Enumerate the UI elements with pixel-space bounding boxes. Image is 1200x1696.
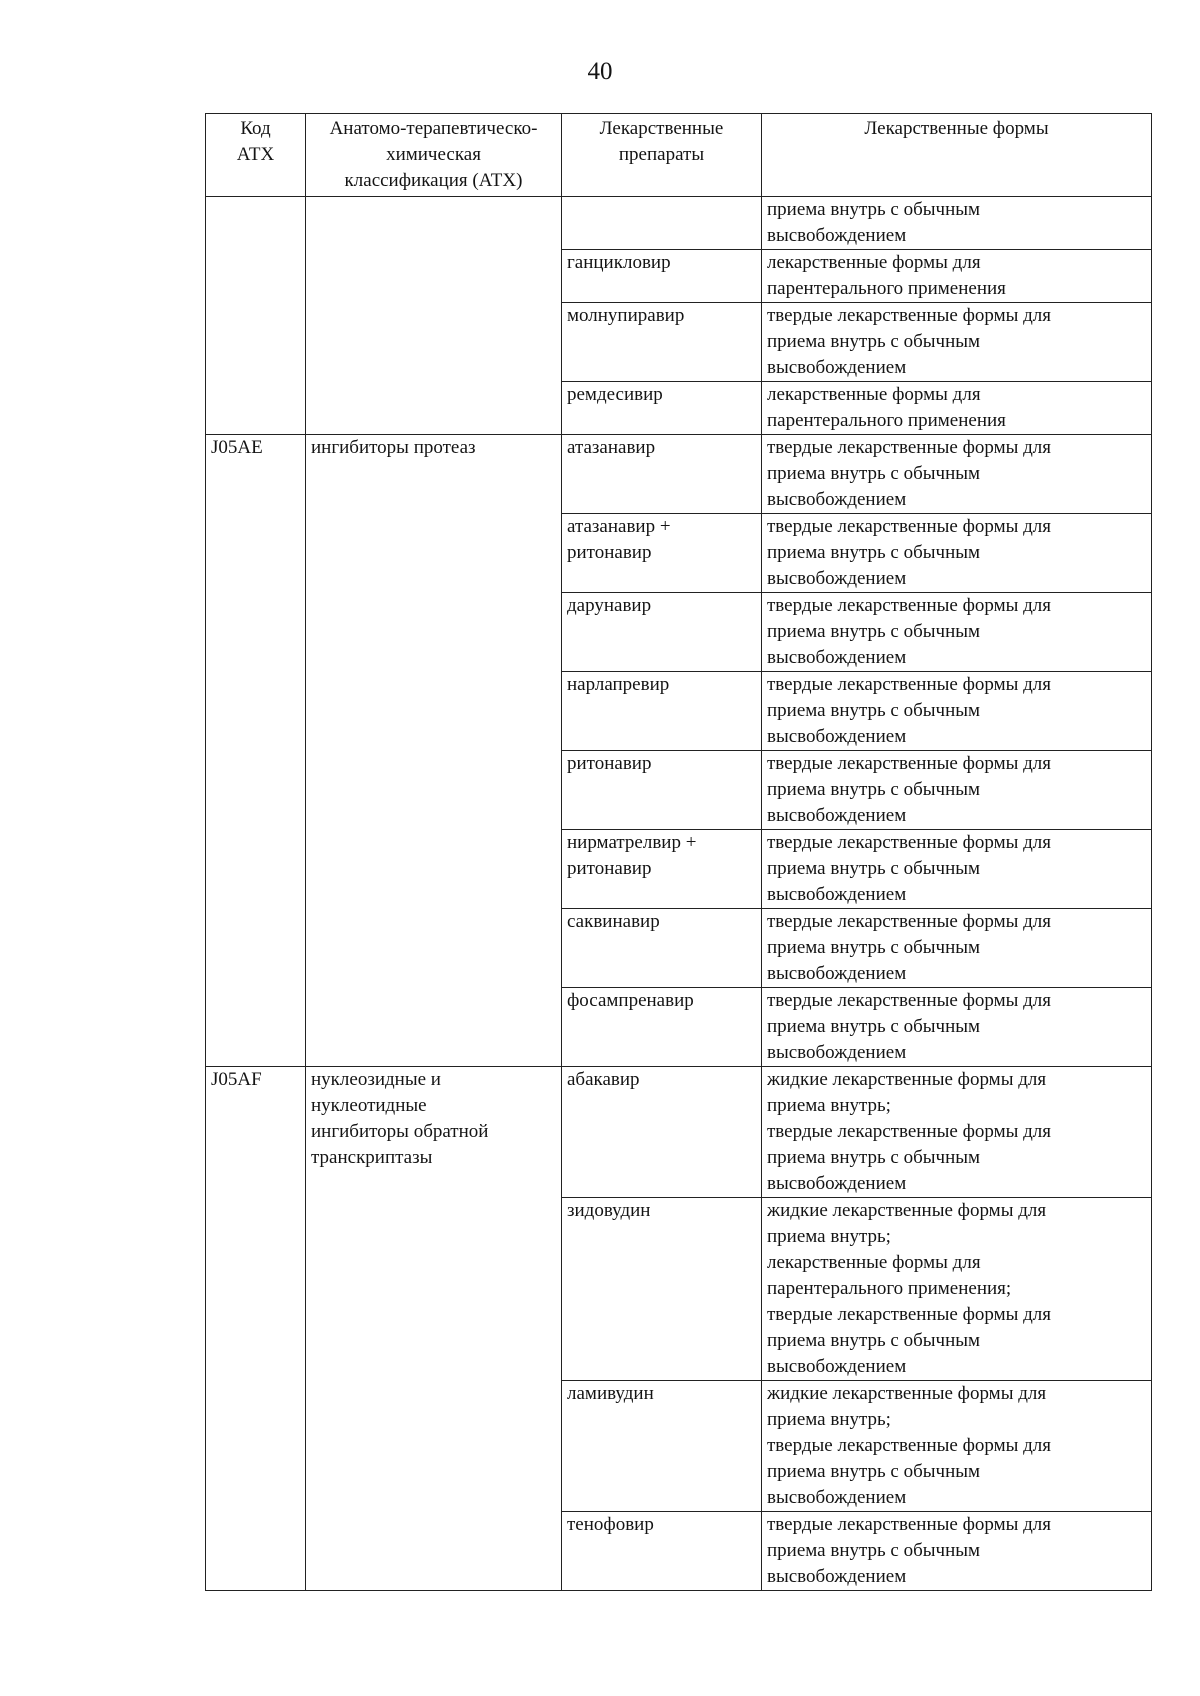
forms-cell-line: высвобождением [767, 647, 907, 668]
forms-cell-line: приема внутрь с обычным [767, 621, 981, 642]
forms-cell-line: твердые лекарственные формы для [767, 1514, 1052, 1535]
atx-code: J05AF [211, 1069, 262, 1090]
atx-code-cell [206, 514, 306, 593]
forms-cell [762, 1512, 1152, 1591]
forms-cell-line: твердые лекарственные формы для [767, 437, 1052, 458]
drug-cell-line: фосампренавир [567, 990, 694, 1011]
forms-cell-line: высвобождением [767, 1356, 907, 1377]
table-row [206, 830, 1152, 909]
atx-code-cell [206, 1198, 306, 1381]
classification-cell-line: нуклеотидные [311, 1095, 427, 1116]
forms-cell-line: приема внутрь; [767, 1409, 891, 1430]
table-row [206, 1067, 1152, 1198]
drug-cell-line: ритонавир [567, 858, 652, 879]
classification-cell [306, 751, 562, 830]
forms-cell-line: высвобождением [767, 357, 907, 378]
forms-cell [762, 1381, 1152, 1512]
forms-cell-line: приема внутрь; [767, 1226, 891, 1247]
forms-cell-line: твердые лекарственные формы для [767, 674, 1052, 695]
drug-cell-line: атазанавир + [567, 516, 671, 537]
classification-cell [306, 1198, 562, 1381]
forms-cell [762, 197, 1152, 250]
classification-cell-line: ингибиторы протеаз [311, 437, 476, 458]
drug-cell [562, 988, 762, 1067]
table-row [206, 988, 1152, 1067]
drug-cell-line: саквинавир [567, 911, 660, 932]
drug-cell [562, 1067, 762, 1198]
forms-cell [762, 250, 1152, 303]
forms-cell-line: высвобождением [767, 726, 907, 747]
forms-cell-line: приема внутрь; [767, 1095, 891, 1116]
page-number: 40 [587, 58, 613, 85]
forms-cell-line: твердые лекарственные формы для [767, 1435, 1052, 1456]
forms-cell-line: высвобождением [767, 1042, 907, 1063]
forms-cell-line: жидкие лекарственные формы для [767, 1200, 1047, 1221]
drug-cell [562, 197, 762, 250]
forms-cell-line: высвобождением [767, 489, 907, 510]
drug-cell-line: нарлапревир [567, 674, 670, 695]
drug-cell-line: молнупиравир [567, 305, 685, 326]
classification-cell [306, 514, 562, 593]
classification-cell [306, 1512, 562, 1591]
atx-code-cell [206, 435, 306, 514]
atx-code-cell [206, 303, 306, 382]
forms-cell-line: твердые лекарственные формы для [767, 1304, 1052, 1325]
classification-cell [306, 435, 562, 514]
header-drugs-line: Лекарственные [599, 118, 724, 139]
table-row [206, 435, 1152, 514]
classification-cell [306, 672, 562, 751]
forms-cell-line: приема внутрь с обычным [767, 542, 981, 563]
table-row [206, 1198, 1152, 1381]
table-header [206, 114, 1152, 197]
classification-cell [306, 1381, 562, 1512]
atx-code-cell [206, 672, 306, 751]
header-classification-line: классификация (АТХ) [344, 170, 523, 191]
table-row [206, 909, 1152, 988]
drug-cell [562, 382, 762, 435]
classification-cell [306, 1067, 562, 1198]
forms-cell-line: твердые лекарственные формы для [767, 911, 1052, 932]
atx-code-cell [206, 909, 306, 988]
drug-cell [562, 1381, 762, 1512]
table-row [206, 1512, 1152, 1591]
drug-cell [562, 751, 762, 830]
forms-cell-line: приема внутрь с обычным [767, 331, 981, 352]
table-row [206, 751, 1152, 830]
header-forms-line: Лекарственные формы [864, 118, 1049, 139]
forms-cell [762, 988, 1152, 1067]
forms-cell [762, 751, 1152, 830]
classification-cell [306, 382, 562, 435]
forms-cell [762, 672, 1152, 751]
forms-cell-line: парентерального применения [767, 278, 1006, 299]
drug-cell-line: абакавир [567, 1069, 640, 1090]
atx-code-cell [206, 250, 306, 303]
atx-code-cell [206, 197, 306, 250]
header-drugs-line: препараты [618, 144, 705, 165]
forms-cell-line: приема внутрь с обычным [767, 779, 981, 800]
header-code-line: Код [240, 118, 271, 139]
atx-code-cell [206, 751, 306, 830]
forms-cell [762, 909, 1152, 988]
classification-cell [306, 909, 562, 988]
drug-cell-line: ритонавир [567, 753, 652, 774]
header-classification [306, 114, 562, 197]
drug-cell-line: дарунавир [567, 595, 652, 616]
drug-cell [562, 514, 762, 593]
forms-cell-line: лекарственные формы для [767, 384, 981, 405]
forms-cell [762, 1067, 1152, 1198]
forms-cell-line: приема внутрь с обычным [767, 1540, 981, 1561]
forms-cell-line: высвобождением [767, 805, 907, 826]
forms-cell-line: твердые лекарственные формы для [767, 753, 1052, 774]
header-drugs [562, 114, 762, 197]
drug-cell-line: ритонавир [567, 542, 652, 563]
drug-cell-line: ремдесивир [567, 384, 663, 405]
forms-cell-line: высвобождением [767, 1173, 907, 1194]
atx-code-cell [206, 988, 306, 1067]
atx-code-cell [206, 1512, 306, 1591]
forms-cell-line: парентерального применения [767, 410, 1006, 431]
forms-cell-line: приема внутрь с обычным [767, 199, 981, 220]
forms-cell [762, 303, 1152, 382]
forms-cell-line: высвобождением [767, 1487, 907, 1508]
classification-cell [306, 830, 562, 909]
drug-cell-line: ламивудин [567, 1383, 654, 1404]
drug-cell-line: тенофовир [567, 1514, 654, 1535]
drug-cell-line: атазанавир [567, 437, 656, 458]
header-forms [762, 114, 1152, 197]
classification-cell-line: нуклеозидные и [311, 1069, 441, 1090]
forms-cell-line: приема внутрь с обычным [767, 937, 981, 958]
forms-cell-line: приема внутрь с обычным [767, 1461, 981, 1482]
forms-cell-line: приема внутрь с обычным [767, 463, 981, 484]
classification-cell [306, 197, 562, 250]
drug-cell-line: нирматрелвир + [567, 832, 697, 853]
forms-cell-line: высвобождением [767, 963, 907, 984]
drug-cell [562, 1512, 762, 1591]
forms-cell-line: лекарственные формы для [767, 1252, 981, 1273]
drug-cell [562, 672, 762, 751]
classification-cell [306, 303, 562, 382]
forms-cell-line: высвобождением [767, 884, 907, 905]
table-body [206, 197, 1152, 1591]
forms-cell [762, 1198, 1152, 1381]
atx-code-cell [206, 830, 306, 909]
table-row [206, 672, 1152, 751]
forms-cell-line: твердые лекарственные формы для [767, 516, 1052, 537]
forms-cell-line: твердые лекарственные формы для [767, 832, 1052, 853]
drug-cell [562, 830, 762, 909]
drug-cell [562, 250, 762, 303]
atx-code-cell [206, 1067, 306, 1198]
forms-cell-line: приема внутрь с обычным [767, 1016, 981, 1037]
forms-cell [762, 435, 1152, 514]
forms-cell [762, 593, 1152, 672]
header-code [206, 114, 306, 197]
forms-cell-line: высвобождением [767, 568, 907, 589]
table-row [206, 514, 1152, 593]
classification-cell-line: транскриптазы [311, 1147, 433, 1168]
header-classification-line: химическая [386, 144, 481, 165]
forms-cell-line: жидкие лекарственные формы для [767, 1069, 1047, 1090]
forms-cell-line: твердые лекарственные формы для [767, 990, 1052, 1011]
forms-cell [762, 830, 1152, 909]
forms-cell-line: приема внутрь с обычным [767, 858, 981, 879]
forms-cell-line: высвобождением [767, 1566, 907, 1587]
drug-cell-line: ганцикловир [567, 252, 671, 273]
forms-cell [762, 382, 1152, 435]
header-code-line: АТХ [236, 144, 275, 165]
forms-cell-line: высвобождением [767, 225, 907, 246]
drug-cell [562, 593, 762, 672]
forms-cell-line: лекарственные формы для [767, 252, 981, 273]
table-row [206, 1381, 1152, 1512]
drug-cell [562, 303, 762, 382]
forms-cell-line: жидкие лекарственные формы для [767, 1383, 1047, 1404]
classification-cell-line: ингибиторы обратной [311, 1121, 489, 1142]
table-row [206, 197, 1152, 250]
classification-cell [306, 250, 562, 303]
atx-code-cell [206, 1381, 306, 1512]
header-classification-line: Анатомо-терапевтическо- [329, 118, 538, 139]
table-row [206, 303, 1152, 382]
forms-cell-line: приема внутрь с обычным [767, 1147, 981, 1168]
forms-cell-line: приема внутрь с обычным [767, 1330, 981, 1351]
atx-code-cell [206, 593, 306, 672]
forms-cell-line: приема внутрь с обычным [767, 700, 981, 721]
table-row [206, 382, 1152, 435]
header-row [206, 114, 1152, 197]
forms-cell-line: твердые лекарственные формы для [767, 1121, 1052, 1142]
forms-cell-line: твердые лекарственные формы для [767, 595, 1052, 616]
classification-cell [306, 593, 562, 672]
drug-cell-line: зидовудин [567, 1200, 651, 1221]
atx-table [205, 113, 1152, 1591]
forms-cell-line: твердые лекарственные формы для [767, 305, 1052, 326]
classification-cell [306, 988, 562, 1067]
atx-code: J05AE [211, 437, 263, 458]
forms-cell [762, 514, 1152, 593]
atx-code-cell [206, 382, 306, 435]
drug-cell [562, 909, 762, 988]
table-row [206, 593, 1152, 672]
drug-cell [562, 435, 762, 514]
forms-cell-line: парентерального применения; [767, 1278, 1012, 1299]
drug-cell [562, 1198, 762, 1381]
table-row [206, 250, 1152, 303]
